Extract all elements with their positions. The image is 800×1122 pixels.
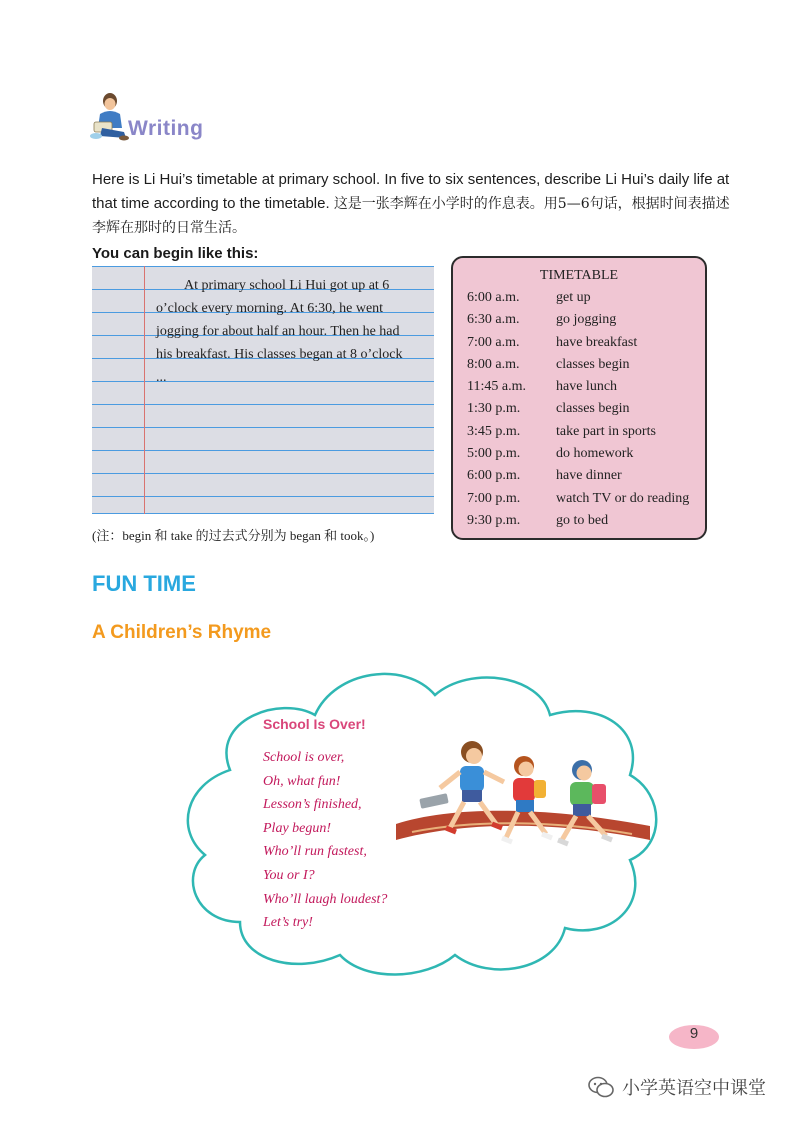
timetable-row	[467, 424, 702, 446]
writing-heading: Writing	[128, 117, 204, 140]
sample-line: ...	[156, 370, 167, 385]
timetable-row	[467, 491, 702, 513]
page-number: 9	[689, 1025, 699, 1042]
poem-line: Oh, what fun!	[263, 773, 341, 789]
timetable-row	[467, 312, 702, 334]
row-time: 6:30 a.m.	[467, 312, 520, 328]
row-time: 7:00 a.m.	[467, 334, 520, 350]
timetable-row	[467, 401, 702, 423]
row-activity: do homework	[556, 446, 634, 462]
poem-body	[263, 746, 387, 935]
poem-line: Let’s try!	[263, 915, 313, 931]
footer-watermark	[588, 1072, 766, 1102]
timetable-row	[467, 379, 702, 401]
poem-line: School is over,	[263, 750, 345, 765]
row-time: 3:45 p.m.	[467, 423, 521, 439]
sample-line: jogging for about half an hour. Then he had	[156, 324, 400, 339]
poem-line: Lesson’s finished,	[263, 797, 362, 813]
timetable-row	[467, 357, 702, 379]
row-activity: have breakfast	[556, 334, 638, 350]
poem-line: Who’ll run fastest,	[263, 844, 367, 860]
wechat-icon	[588, 1076, 614, 1098]
timetable-row	[467, 335, 702, 357]
timetable-rows	[467, 290, 702, 535]
row-time: 5:00 p.m.	[467, 446, 521, 462]
poem-line: Play begun!	[263, 820, 332, 836]
row-activity: have dinner	[556, 468, 622, 484]
row-activity: watch TV or do reading	[556, 490, 690, 506]
timetable-title: TIMETABLE	[539, 268, 619, 283]
row-activity: take part in sports	[556, 423, 656, 439]
rhyme-heading: A Children’s Rhyme	[92, 622, 272, 643]
row-activity: classes begin	[556, 356, 630, 372]
sample-line: At primary school Li Hui got up at 6	[184, 278, 390, 293]
sample-line: o’clock every morning. At 6:30, he went	[156, 301, 384, 316]
sample-paragraph	[156, 274, 426, 389]
instructions-chinese: 这是一张李辉在小学时的作息表。用5—6句话，根据时间表描述李辉在那时的日常生活。	[92, 196, 730, 236]
instructions-english: Here is Li Hui’s timetable at primary school. In five to six sentences, describe Li Hui’s daily life at that time according to the timetable.	[92, 171, 730, 212]
row-time: 11:45 a.m.	[467, 379, 526, 395]
timetable-card	[451, 256, 707, 540]
row-activity: go to bed	[556, 512, 609, 528]
row-activity: get up	[556, 290, 591, 305]
poem-title: School Is Over!	[263, 716, 366, 732]
row-time: 6:00 a.m.	[467, 290, 520, 305]
timetable-row	[467, 513, 702, 535]
row-time: 8:00 a.m.	[467, 356, 520, 372]
reading-boy-icon	[88, 92, 130, 142]
row-time: 9:30 p.m.	[467, 512, 521, 528]
lined-paper	[92, 266, 434, 514]
grammar-note: (注：begin 和 take 的过去式分别为 began 和 took。)	[92, 528, 375, 543]
timetable-row	[467, 446, 702, 468]
fun-time-heading: FUN TIME	[92, 571, 196, 596]
writing-instructions	[92, 168, 732, 240]
running-children-illustration	[392, 736, 654, 862]
row-activity: go jogging	[556, 312, 617, 328]
sample-line: his breakfast. His classes began at 8 o’clock	[156, 347, 403, 362]
poem-line: Who’ll laugh loudest?	[263, 891, 388, 907]
row-activity: have lunch	[556, 379, 618, 395]
timetable-row	[467, 468, 702, 490]
row-activity: classes begin	[556, 401, 630, 417]
row-time: 6:00 p.m.	[467, 468, 521, 484]
poem-line: You or I?	[263, 867, 315, 883]
row-time: 7:00 p.m.	[467, 490, 521, 506]
footer-text: 小学英语空中课堂	[622, 1078, 766, 1099]
row-time: 1:30 p.m.	[467, 401, 521, 417]
begin-label: You can begin like this:	[92, 245, 259, 262]
timetable-row	[467, 290, 702, 312]
